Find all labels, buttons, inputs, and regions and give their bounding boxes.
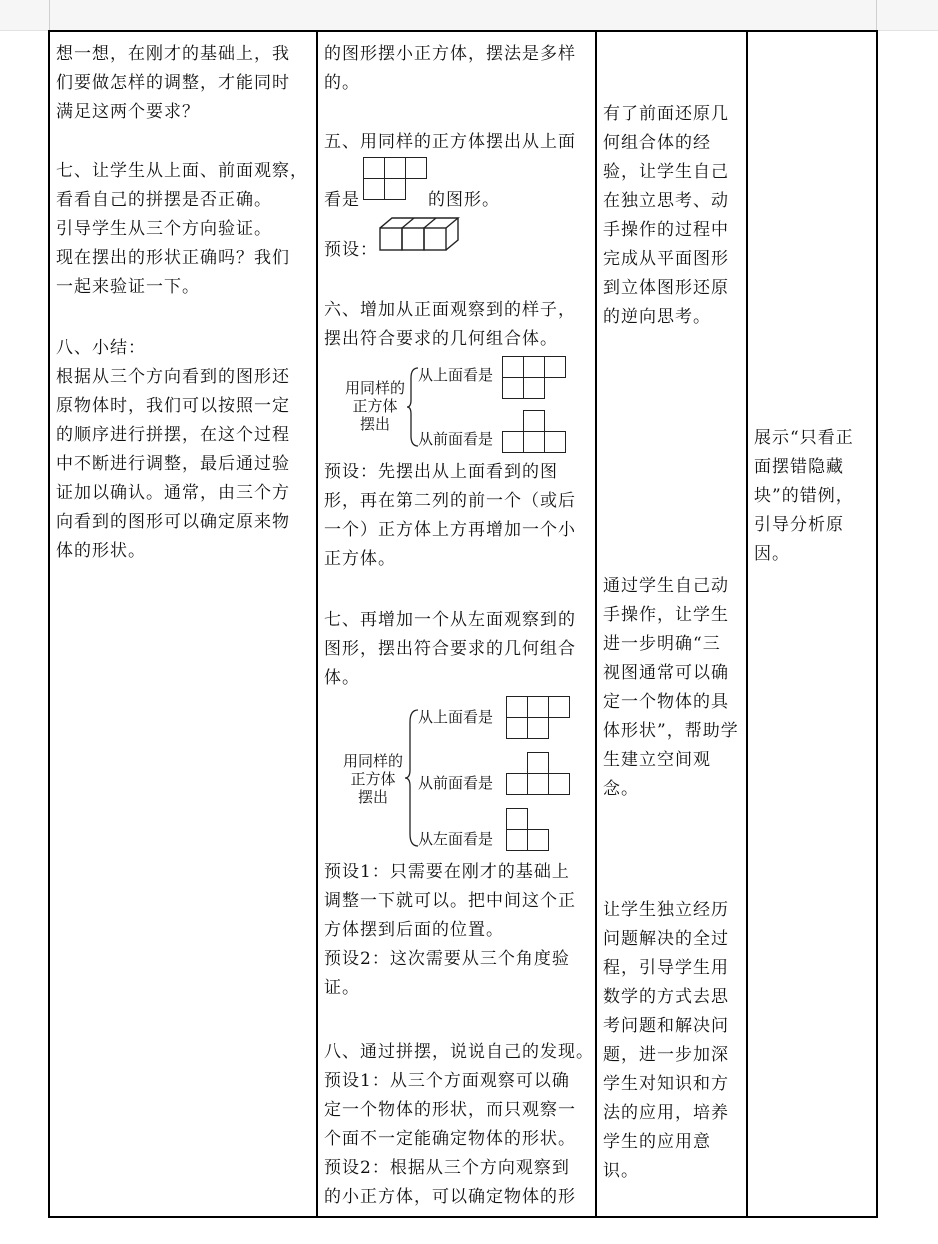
text-line: 到立体图形还原 [603,278,729,298]
figure-left-label [340,379,410,433]
label-front-view: 从前面看是 [418,430,494,448]
text-line: 看看自己的拼摆是否正确。 [56,190,272,210]
text-line: 生建立空间观 [603,750,711,770]
grid-square [384,157,406,179]
text-line: 的。 [324,73,360,93]
text-preset-add-cube [324,458,576,574]
text-line: 学生的应用意 [603,1132,711,1152]
margin-mark-left [49,0,50,30]
cube-arrangement-figure [378,210,468,254]
grid-square [384,178,406,200]
text-line: 们要做怎样的调整，才能同时 [56,73,290,93]
text-adjust-question [56,40,290,127]
text-line: 八、通过拼摆，说说自己的发现。 [324,1042,594,1062]
text-line: 个面不一定能确定物体的形状。 [324,1129,576,1149]
text-step-six [324,296,576,354]
text-line: 正方体。 [324,549,396,569]
text-line: 八、小结： [56,338,146,358]
text-line: 念。 [603,779,639,799]
text-line: 调整一下就可以。把中间这个正 [324,891,576,911]
page-top-margin [0,0,938,31]
grid-square [527,773,549,795]
text-line: 预设2：根据从三个方向观察到 [324,1158,570,1178]
text-step-five: 五、用同样的正方体摆出从上面 [324,132,576,152]
grid-square [548,696,570,718]
grid-square [502,431,524,453]
grid-square [363,178,385,200]
text-line: 摆出符合要求的几何组合体。 [324,329,558,349]
text-line: 考问题和解决问 [603,1016,729,1036]
text-line: 的顺序进行拼摆，在这个过程 [56,425,290,445]
text-line: 数学的方式去思 [603,987,729,1007]
text-line: 手操作，让学生 [603,605,729,625]
grid-square [527,829,549,851]
grid-square [527,752,549,774]
text-line: 验，让学生自己 [603,162,729,182]
text-line: 预设1：只需要在刚才的基础上 [324,862,570,882]
text-line: 定一个物体的具 [603,692,729,712]
text-summary [56,334,290,566]
text-line: 正方体 [350,770,396,788]
text-line: 原物体时，我们可以按照一定 [56,396,290,416]
text-line: 摆出 [359,415,390,433]
text-line: 面摆错隐藏 [754,457,844,477]
text-line: 中不断进行调整，最后通过验 [56,454,290,474]
grid-square [506,808,528,830]
grid-square [363,157,385,179]
text-line: 一个）正方体上方再增加一个小 [324,520,576,540]
text-line: 用同样的 [342,752,403,770]
column-design-intent [597,32,748,1216]
text-line: 证。 [324,978,360,998]
text-line: 有了前面还原几 [603,104,729,124]
text-line: 体形状”，帮助学 [603,721,739,741]
text-line: 满足这两个要求？ [56,102,200,122]
column-teaching-process [50,32,318,1216]
text-line: 引导学生从三个方向验证。 [56,219,272,239]
label-top-view: 从上面看是 [418,366,494,384]
text-step-seven [56,157,308,302]
text-intent-spatial-concept [603,572,739,804]
grid-square [544,431,566,453]
figure-left-label [338,752,408,806]
text-line: 根据从三个方向看到的图形还 [56,367,290,387]
text-presets-one-two [324,858,576,1003]
text-line: 手操作的过程中 [603,220,729,240]
text-line: 体。 [324,668,360,688]
text-line: 的逆向思考。 [603,307,711,327]
text-line: 摆出 [357,788,388,806]
column-notes [748,32,876,1216]
grid-square [523,377,545,399]
text-line: 用同样的 [344,379,405,397]
text-line: 预设2：这次需要从三个角度验 [324,949,570,969]
grid-square [523,431,545,453]
text-line: 在独立思考、动 [603,191,729,211]
text-figure-suffix: 的图形。 [428,190,500,210]
text-line: 引导分析原 [754,515,844,535]
text-line: 六、增加从正面观察到的样子， [324,300,576,320]
grid-square [544,356,566,378]
text-line: 学生对知识和方 [603,1074,729,1094]
text-line: 想一想，在刚才的基础上，我 [56,44,290,64]
text-intent-application [603,896,729,1186]
text-line: 七、再增加一个从左面观察到的 [324,610,576,630]
text-line: 法的应用，培养 [603,1103,729,1123]
column-student-activity [318,32,597,1216]
grid-square [405,157,427,179]
text-line: 何组合体的经 [603,133,711,153]
text-line: 现在摆出的形状正确吗？我们 [56,248,290,268]
text-intent-reverse-thinking [603,100,729,332]
text-line: 块”的错例， [754,486,854,506]
text-line: 预设1：从三个方面观察可以确 [324,1071,570,1091]
text-line: 一起来验证一下。 [56,277,200,297]
grid-square [506,829,528,851]
grid-square [502,356,524,378]
text-line: 方体摆到后面的位置。 [324,920,504,940]
grid-square [527,696,549,718]
text-line: 问题解决的全过 [603,929,729,949]
text-arrangement-varied [324,40,576,98]
grid-square [502,377,524,399]
text-line: 向看到的图形可以确定原来物 [56,512,290,532]
lesson-plan-table [48,30,878,1218]
text-line: 完成从平面图形 [603,249,729,269]
text-preset: 预设： [324,240,378,260]
text-line: 图形，摆出符合要求的几何组合 [324,639,576,659]
grid-square [527,717,549,739]
text-line: 题，进一步加深 [603,1045,729,1065]
grid-square [523,356,545,378]
text-line: 视图通常可以确 [603,663,729,683]
text-line: 因。 [754,544,790,564]
text-seen-as: 看是 [324,190,360,210]
text-line: 预设：先摆出从上面看到的图 [324,462,558,482]
text-line: 的小正方体，可以确定物体的形 [324,1187,576,1207]
grid-square [506,696,528,718]
grid-square [506,717,528,739]
text-step-eight-findings [324,1038,594,1212]
margin-mark-right [876,0,877,30]
text-show-error-example [754,424,854,569]
text-line: 正方体 [352,397,398,415]
grid-square [506,773,528,795]
text-line: 识。 [603,1161,639,1181]
text-line: 程，引导学生用 [603,958,729,978]
text-line: 七、让学生从上面、前面观察， [56,161,308,181]
text-line: 的图形摆小正方体，摆法是多样 [324,44,576,64]
label-front-view: 从前面看是 [418,774,494,792]
text-step-seven-activity [324,606,576,693]
label-left-view: 从左面看是 [418,830,494,848]
text-line: 证加以确认。通常，由三个方 [56,483,290,503]
text-line: 定一个物体的形状，而只观察一 [324,1100,576,1120]
text-line: 让学生独立经历 [603,900,729,920]
label-top-view: 从上面看是 [418,708,494,726]
grid-square [523,410,545,432]
grid-square [548,773,570,795]
text-line: 形，再在第二列的前一个（或后 [324,491,576,511]
text-line: 通过学生自己动 [603,576,729,596]
text-line: 进一步明确“三 [603,634,721,654]
text-line: 展示“只看正 [754,428,854,448]
text-line: 体的形状。 [56,541,146,561]
